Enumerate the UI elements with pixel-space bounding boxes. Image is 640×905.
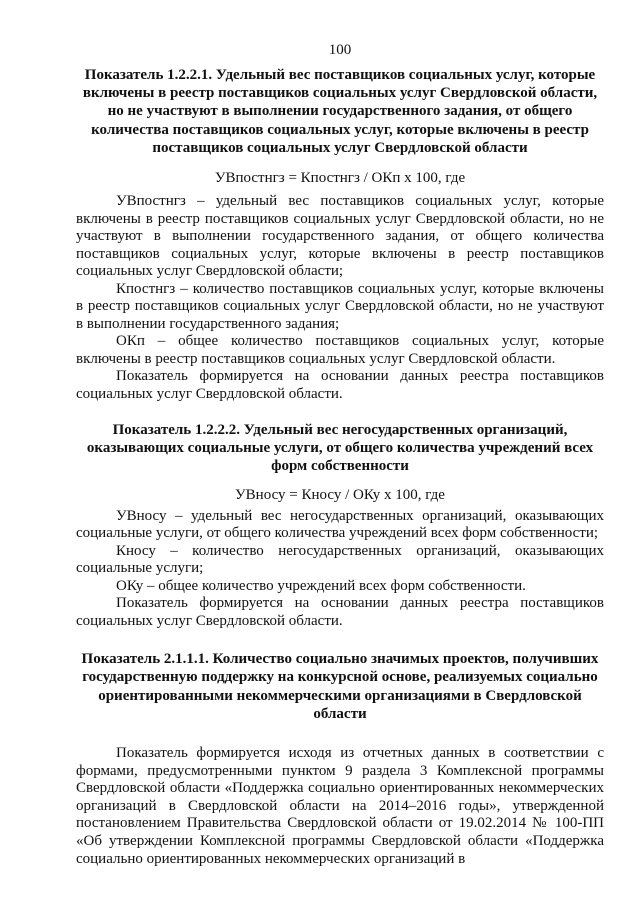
section-2-paragraph: Показатель формируется на основании данных реестра поставщиков социальных услуг Свердловской области. [76,595,604,629]
page-number: 100 [328,42,352,58]
section-2-paragraph: Кносу – количество негосударственных организаций, оказывающих социальные услуги; [76,542,604,577]
section-1-paragraph: УВпостнгз – удельный вес поставщиков социальных услуг, которые включены в реестр поставщиков социальных услуг Свердловской области, но не участвуют в выполнении государственного задания, от общего количества поставщиков социальных услуг, которые включены в реестр поставщиков социальных услуг Свердловской области; [76,193,604,280]
section-2-heading: Показатель 1.2.2.2. Удельный вес негосударственных организаций, оказывающих социальные услуги, от общего количества учреждений всех форм собственности [86,422,594,475]
section-2-paragraph: УВносу – удельный вес негосударственных организаций, оказывающих социальные услуги, от общего количества учреждений всех форм собственности; [76,507,604,542]
section-1-paragraph: Кпостнгз – количество поставщиков социальных услуг, которые включены в реестр поставщиков социальных услуг Свердловской области, но не участвуют в выполнении государственного задания; [76,280,604,332]
section-2-paragraph: ОКу – общее количество учреждений всех форм собственности. [116,577,526,594]
section-1-paragraph: ОКп – общее количество поставщиков социальных услуг, которые включены в реестр поставщиков социальных услуг Свердловской области. [76,333,604,367]
section-1-paragraph: Показатель формируется на основании данных реестра поставщиков социальных услуг Свердловской области. [76,368,604,402]
section-1-formula: УВпостнгз = Кпостнгз / ОКп х 100, где [214,170,466,187]
section-3-paragraph: Показатель формируется исходя из отчетных данных в соответствии с формами, предусмотренными пунктом 9 раздела 3 Комплексной программы Свердловской области «Поддержка социально ориентированных некоммерческих организаций в Свердловской области на 2014–2016 годы», утвержденной постановлением Правительства Свердловской области от 19.02.2014 № 100-ПП «Об утверждении Комплексной программы Свердловской области «Поддержка социально ориентированных некоммерческих организаций в [76,744,604,867]
section-3-heading: Показатель 2.1.1.1. Количество социально значимых проектов, получивших государственную поддержку на конкурсной основе, реализуемых социально ориентированными некоммерческими организациями в Свердловской области [81,651,599,722]
section-1-heading: Показатель 1.2.2.1. Удельный вес поставщиков социальных услуг, которые включены в реестр поставщиков социальных услуг Свердловской области, но не участвуют в выполнении государственного задания, от общего количества поставщиков социальных услуг, которые включены в реестр поставщиков социальных услуг Свердловской области [82,67,598,156]
section-2-formula: УВносу = Кносу / ОКу х 100, где [235,486,445,503]
